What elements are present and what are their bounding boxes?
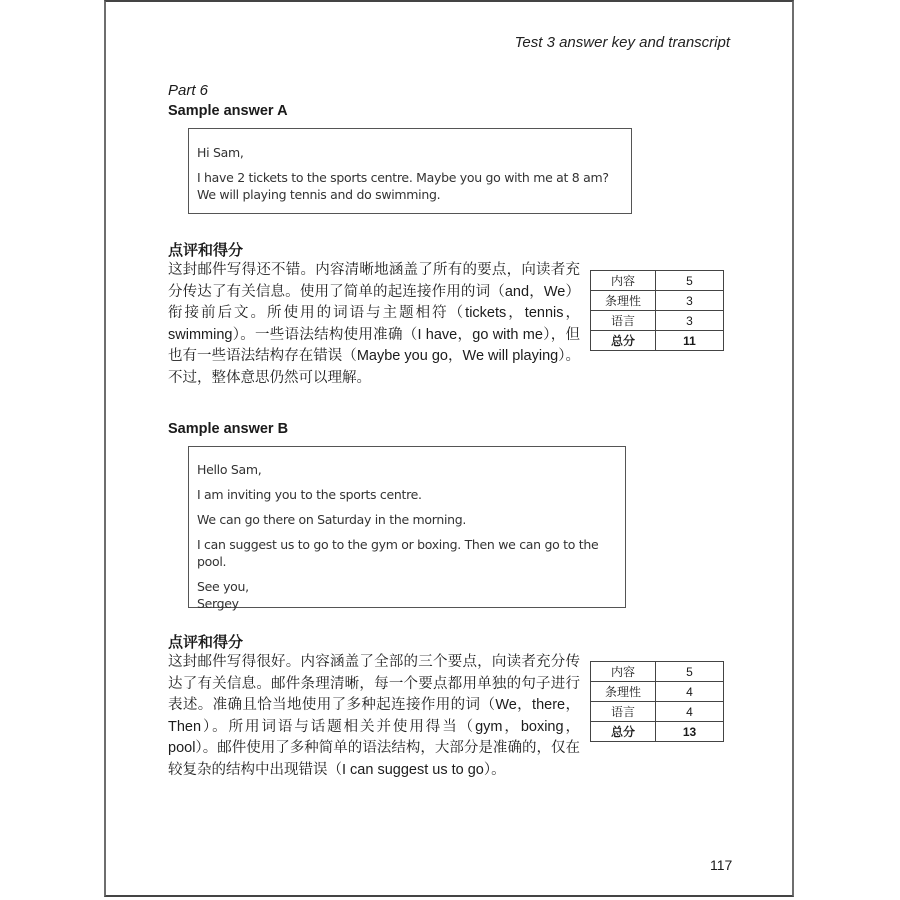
part-label: Part 6 [168,82,209,99]
letter-line: I have 2 tickets to the sports centre. Maybe you go with me at 8 am? [197,170,609,185]
letter-line: See you, [197,579,249,594]
score-value: 5 [656,662,724,682]
letter-line: Sergey [197,596,239,611]
score-label: 总分 [591,331,656,351]
score-label: 语言 [591,702,656,722]
score-row [591,271,724,291]
score-label: 条理性 [591,291,656,311]
score-label: 内容 [591,271,656,291]
sample-a-heading: Sample answer A [168,103,288,119]
sample-a-score-table [590,270,724,351]
letter-line: We can go there on Saturday in the morning. [197,512,467,527]
letter-line: Hi Sam, [197,145,244,160]
sample-a-comment: 这封邮件写得还不错。内容清晰地涵盖了所有的要点，向读者充分传达了有关信息。使用了简单的起连接作用的词（and，We）衔接前后文。所使用的词语与主题相符（tickets，tennis，swimming）。一些语法结构使用准确（I have，go with me），但也有一些语法结构存在错误（Maybe you go，We will playing）。不过，整体意思仍然可以理解。 [168,262,580,386]
letter-line: We will playing tennis and do swimming. [197,187,441,202]
sample-b-comment: 这封邮件写得很好。内容涵盖了全部的三个要点，向读者充分传达了有关信息。邮件条理清晰，每一个要点都用单独的句子进行表述。准确且恰当地使用了多种起连接作用的词（We，there，Then）。所用词语与话题相关并使用得当（gym，boxing，pool）。邮件使用了多种简单的语法结构，大部分是准确的，仅在较复杂的结构中出现错误（I can suggest us to go）。 [168,654,580,778]
score-row [591,662,724,682]
score-total-row [591,331,724,351]
score-row [591,702,724,722]
score-value: 11 [656,331,724,351]
score-total-row [591,722,724,742]
score-value: 4 [656,702,724,722]
sample-b-score-table [590,661,724,742]
score-label: 内容 [591,662,656,682]
letter-line: I can suggest us to go to the gym or boxing. Then we can go to the pool. [197,537,599,569]
book-page [104,0,794,897]
score-value: 5 [656,271,724,291]
score-value: 4 [656,682,724,702]
letter-line: I am inviting you to the sports centre. [197,487,422,502]
score-value: 3 [656,291,724,311]
score-value: 13 [656,722,724,742]
running-head: Test 3 answer key and transcript [514,34,730,51]
score-row [591,311,724,331]
score-label: 总分 [591,722,656,742]
letter-line: Hello Sam, [197,462,262,477]
page-number: 117 [710,857,733,873]
score-value: 3 [656,311,724,331]
sample-a-letter [188,128,632,214]
score-label: 条理性 [591,682,656,702]
sample-b-comment-heading: 点评和得分 [168,634,244,651]
sample-b-heading: Sample answer B [168,421,289,437]
score-label: 语言 [591,311,656,331]
score-row [591,291,724,311]
score-row [591,682,724,702]
sample-a-comment-heading: 点评和得分 [168,242,244,259]
sample-b-letter [188,446,626,611]
